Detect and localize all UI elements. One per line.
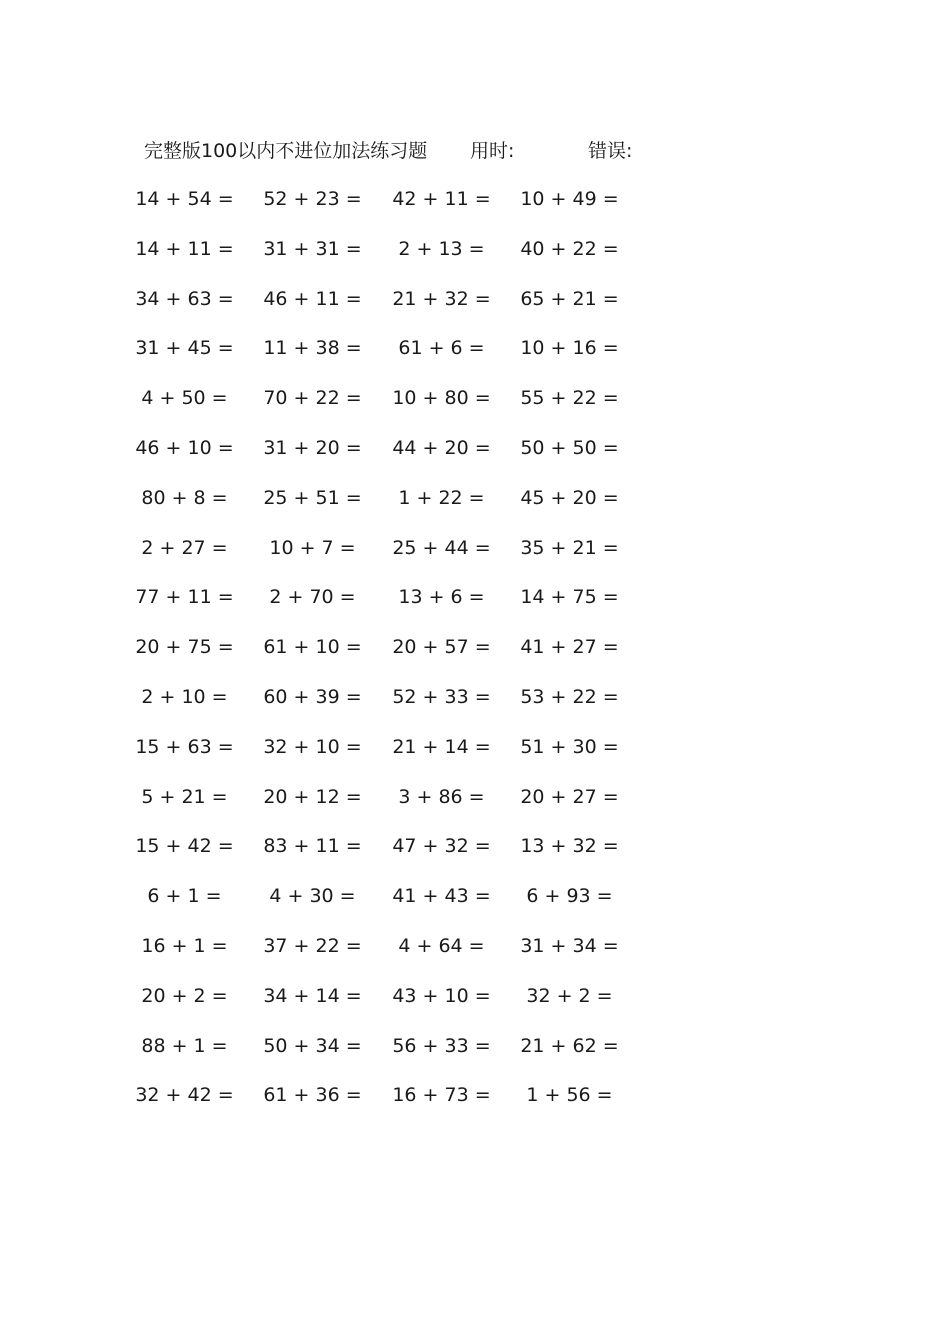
addition-problem: 56 + 33 = xyxy=(392,1034,491,1057)
addition-problem: 21 + 32 = xyxy=(392,287,491,310)
addition-problem: 61 + 36 = xyxy=(263,1084,362,1107)
addition-problem: 21 + 62 = xyxy=(520,1034,619,1057)
addition-problem: 45 + 20 = xyxy=(520,486,619,509)
addition-problem: 31 + 45 = xyxy=(135,337,234,360)
addition-problem: 50 + 34 = xyxy=(263,1034,362,1057)
addition-problem: 34 + 14 = xyxy=(263,984,362,1007)
addition-problem: 16 + 1 = xyxy=(141,934,228,957)
addition-problem: 61 + 6 = xyxy=(398,337,485,360)
addition-problem: 25 + 44 = xyxy=(392,536,491,559)
problem-row xyxy=(0,732,950,782)
addition-problem: 2 + 10 = xyxy=(141,685,228,708)
addition-problem: 32 + 2 = xyxy=(526,984,613,1007)
addition-problem: 10 + 49 = xyxy=(520,188,619,210)
problem-row xyxy=(0,632,950,682)
problem-row xyxy=(0,981,950,1031)
addition-problem: 52 + 33 = xyxy=(392,685,491,708)
problem-row xyxy=(0,383,950,433)
problem-row xyxy=(0,533,950,583)
addition-problem: 21 + 14 = xyxy=(392,735,491,758)
addition-problem: 77 + 11 = xyxy=(135,586,234,609)
addition-problem: 55 + 22 = xyxy=(520,387,619,410)
addition-problem: 31 + 31 = xyxy=(263,237,362,260)
addition-problem: 5 + 21 = xyxy=(141,785,228,808)
addition-problem: 80 + 8 = xyxy=(141,486,228,509)
addition-problem: 6 + 1 = xyxy=(147,885,222,908)
addition-problem: 20 + 57 = xyxy=(392,636,491,659)
addition-problem: 15 + 42 = xyxy=(135,835,234,858)
addition-problem: 6 + 93 = xyxy=(526,885,613,908)
addition-problem: 2 + 70 = xyxy=(269,586,356,609)
problem-row xyxy=(0,433,950,483)
addition-problem: 83 + 11 = xyxy=(263,835,362,858)
worksheet-header xyxy=(144,136,704,166)
addition-problem: 20 + 75 = xyxy=(135,636,234,659)
addition-problem: 14 + 11 = xyxy=(135,237,234,260)
problem-row xyxy=(0,234,950,284)
addition-problem: 20 + 27 = xyxy=(520,785,619,808)
problem-row xyxy=(0,831,950,881)
time-used-label: 用时: xyxy=(470,140,515,162)
addition-problem: 31 + 20 = xyxy=(263,436,362,459)
addition-problem: 2 + 27 = xyxy=(141,536,228,559)
addition-problem: 3 + 86 = xyxy=(398,785,485,808)
addition-problem: 4 + 50 = xyxy=(141,387,228,410)
addition-problem: 52 + 23 = xyxy=(263,188,362,210)
addition-problem: 46 + 10 = xyxy=(135,436,234,459)
addition-problem: 13 + 6 = xyxy=(398,586,485,609)
addition-problem: 40 + 22 = xyxy=(520,237,619,260)
addition-problem: 10 + 16 = xyxy=(520,337,619,360)
addition-problem: 65 + 21 = xyxy=(520,287,619,310)
addition-problem: 35 + 21 = xyxy=(520,536,619,559)
addition-problem: 70 + 22 = xyxy=(263,387,362,410)
addition-problem: 11 + 38 = xyxy=(263,337,362,360)
addition-problem: 10 + 7 = xyxy=(269,536,356,559)
addition-problem: 1 + 22 = xyxy=(398,486,485,509)
problem-row xyxy=(0,782,950,832)
addition-problem: 4 + 64 = xyxy=(398,934,485,957)
addition-problem: 61 + 10 = xyxy=(263,636,362,659)
problem-grid xyxy=(0,184,950,1130)
addition-problem: 10 + 80 = xyxy=(392,387,491,410)
addition-problem: 20 + 12 = xyxy=(263,785,362,808)
addition-problem: 32 + 42 = xyxy=(135,1084,234,1107)
addition-problem: 15 + 63 = xyxy=(135,735,234,758)
addition-problem: 2 + 13 = xyxy=(398,237,485,260)
worksheet-title: 完整版100以内不进位加法练习题 xyxy=(144,140,428,162)
addition-problem: 31 + 34 = xyxy=(520,934,619,957)
problem-row xyxy=(0,682,950,732)
addition-problem: 1 + 56 = xyxy=(526,1084,613,1107)
addition-problem: 46 + 11 = xyxy=(263,287,362,310)
addition-problem: 14 + 54 = xyxy=(135,188,234,210)
addition-problem: 41 + 27 = xyxy=(520,636,619,659)
error-count-label: 错误: xyxy=(588,140,633,162)
addition-problem: 16 + 73 = xyxy=(392,1084,491,1107)
addition-problem: 14 + 75 = xyxy=(520,586,619,609)
addition-problem: 47 + 32 = xyxy=(392,835,491,858)
addition-problem: 44 + 20 = xyxy=(392,436,491,459)
addition-problem: 37 + 22 = xyxy=(263,934,362,957)
addition-problem: 42 + 11 = xyxy=(392,188,491,210)
addition-problem: 41 + 43 = xyxy=(392,885,491,908)
problem-row xyxy=(0,881,950,931)
problem-row xyxy=(0,483,950,533)
addition-problem: 32 + 10 = xyxy=(263,735,362,758)
addition-problem: 20 + 2 = xyxy=(141,984,228,1007)
addition-problem: 51 + 30 = xyxy=(520,735,619,758)
addition-problem: 13 + 32 = xyxy=(520,835,619,858)
addition-problem: 43 + 10 = xyxy=(392,984,491,1007)
problem-row xyxy=(0,333,950,383)
addition-problem: 4 + 30 = xyxy=(269,885,356,908)
addition-problem: 53 + 22 = xyxy=(520,685,619,708)
problem-row xyxy=(0,582,950,632)
problem-row xyxy=(0,1080,950,1130)
problem-row xyxy=(0,184,950,234)
addition-problem: 50 + 50 = xyxy=(520,436,619,459)
addition-problem: 34 + 63 = xyxy=(135,287,234,310)
addition-problem: 60 + 39 = xyxy=(263,685,362,708)
addition-problem: 25 + 51 = xyxy=(263,486,362,509)
addition-problem: 88 + 1 = xyxy=(141,1034,228,1057)
problem-row xyxy=(0,284,950,334)
problem-row xyxy=(0,931,950,981)
problem-row xyxy=(0,1031,950,1081)
